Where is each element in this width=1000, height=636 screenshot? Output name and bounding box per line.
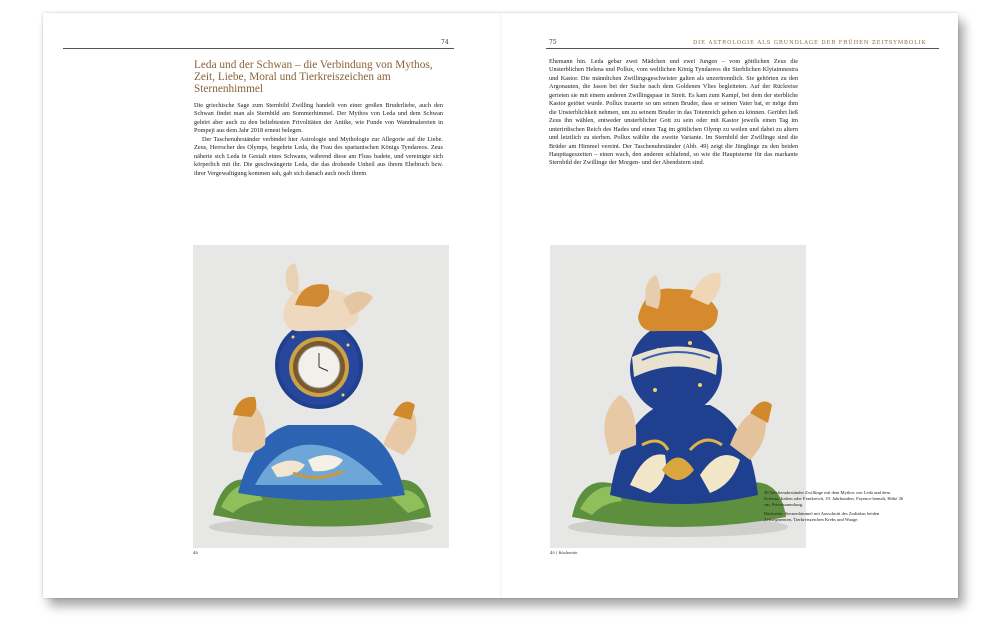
clock-front-photo bbox=[193, 245, 449, 548]
section-heading: Leda und der Schwan – die Verbindung von Mythos, Zeit, Liebe, Moral und Tierkreiszeichen am Sternenhimmel bbox=[194, 59, 433, 96]
left-paragraph-2: Der Taschenuhrständer verbindet hier Astrologie und Mythologie zur Allegorie auf die Liebe. Zeus, Herrscher des Olymps, begehrte Leda, die Frau des spartanischen Königs Tyndareos. Zeus näherte sich Leda in Gestalt eines Schwans, während diese am Fluss badete, und vereinigte sich körperlich mit ihr. Die geschwängerte Leda, die das drohende Unheil aus ihrem Ehebruch bzw. ihrer Vergewaltigung kommen sah, gab sich danach auch noch ihrem bbox=[194, 135, 443, 177]
right-body-text bbox=[549, 58, 798, 168]
right-image-label: 49 | Rückseite bbox=[550, 550, 578, 555]
left-folio: 74 bbox=[441, 39, 449, 46]
left-paragraph-1: Die griechische Sage zum Sternbild Zwilling handelt von einer großen Bruderliebe, auch den Schwan findet man als Sternbild am Sommerhimmel. Der Mythos von Leda und dem Schwan gehört aber auch zu den beliebtesten Frivolitäten der Antike, wie Funde von Wandmalereien in Pompeji aus dem Jahr 2018 erneut belegen. bbox=[194, 102, 443, 135]
figure-caption-main: 49 Taschenuhrständer Zwillinge mit dem Mythos von Leda und dem Schwan, Italien oder Frankreich, 19. Jahrhundert, Fayence bemalt, Höhe 36 cm, Privatsammlung. bbox=[764, 490, 904, 507]
page-gutter bbox=[500, 13, 502, 598]
figure-caption-back: Rückseite: Sternenhimmel mit Ausschnitt des Zodiakus beiden Zeitsegmenten, Tierkreiszeichen Krebs und Waage. bbox=[764, 511, 880, 522]
book-spread bbox=[43, 13, 958, 598]
right-paragraph-1: Ehemann hin. Leda gebar zwei Mädchen und zwei Jungen – vom göttlichen Zeus die Unsterblichen Helena und Pollux, vom weltlichen König Tyndareos die Sterblichen Klytaimnestra und Kastor. Die männlichen Zwillingsgeschwister galten als unzertrennlich. Sie gehörten zu den Argonauten, die Jason bei der Suche nach dem Goldenen Vlies begleiteten. Auf der Rückreise gerieten sie mit einem anderen Zwillingspaar in Streit. Es kam zum Kampf, bei dem der sterbliche Kastor getötet wurde. Pollux trauerte so um seinen Bruder, dass er seinen Vater bat, er möge ihm die Unsterblichkeit nehmen, um zu seinem Bruder in das Totenreich gehen zu können. Gerührt ließ Zeus ihn wählen, entweder unsterblicher Gott zu sein oder mit Kastor jeweils einen Tag im unterirdischen Reich des Hades und einen Tag im göttlichen Olymp zu weilen und dabei zu altern und letztlich zu sterben. Pollux wählte die zweite Variante. Im Sternbild der Zwillinge sind die Brüder am Himmel vereint. Der Taschenuhrständer (Abb. 49) zeigt die Jünglinge zu den beiden Haupttageszeiten – einen wach, den anderen schlafend, so wie die Hauptsterne für das markante Sternbild der Zwillinge der Morgen- und der Abendstern sind. bbox=[549, 58, 798, 167]
left-body-text bbox=[194, 102, 443, 178]
right-header-rule bbox=[546, 48, 939, 49]
majolica-clock-front-image bbox=[193, 245, 449, 548]
figure-captions bbox=[764, 490, 904, 526]
right-folio: 75 bbox=[549, 39, 557, 46]
left-header-rule bbox=[63, 48, 454, 49]
running-head: DIE ASTROLOGIE ALS GRUNDLAGE DER FRÜHEN ZEITSYMBOLIK bbox=[693, 40, 927, 46]
left-image-label: 48 bbox=[193, 550, 198, 555]
